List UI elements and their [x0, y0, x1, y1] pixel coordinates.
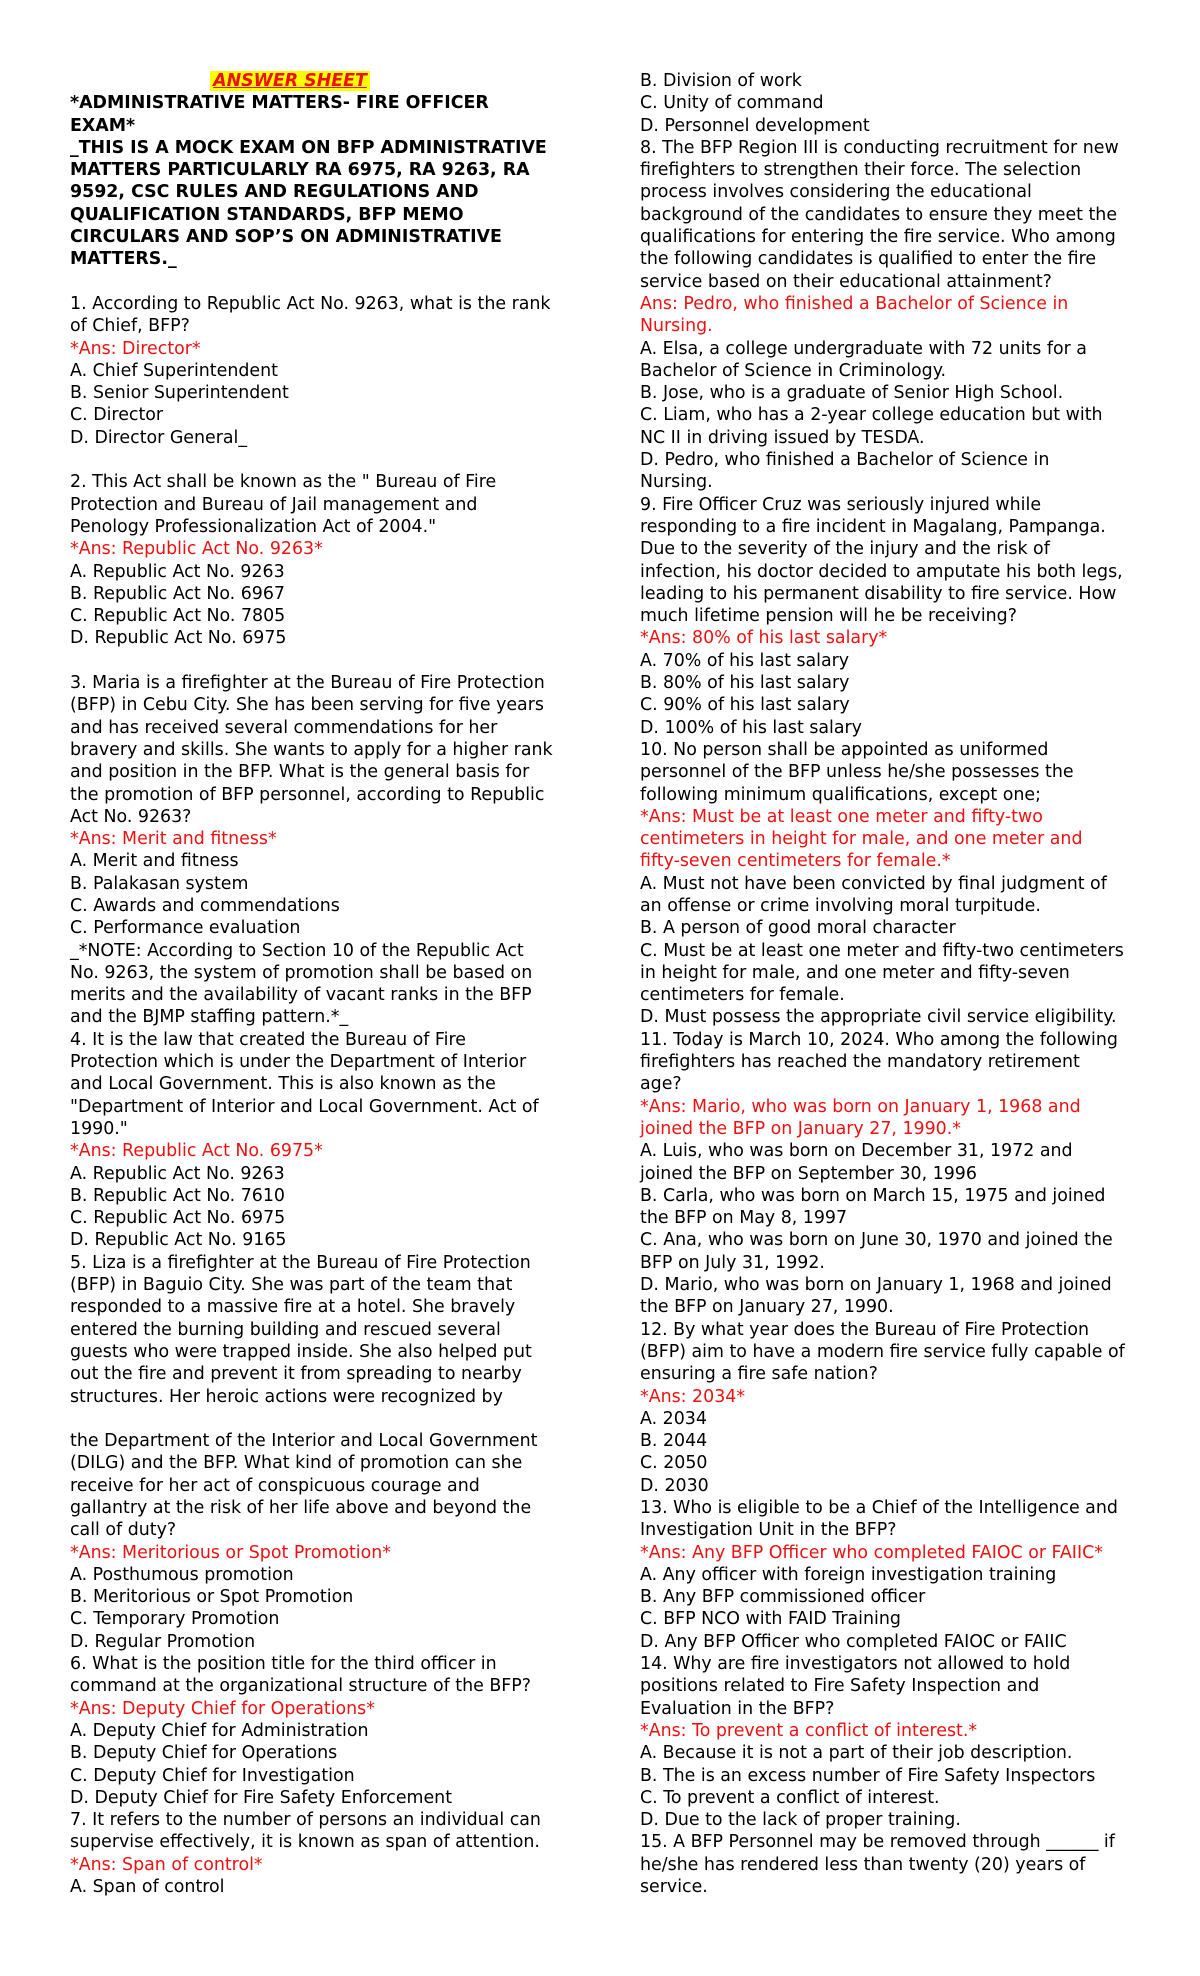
header-line: EXAM* [70, 115, 136, 136]
answer-line: *Ans: Must be at least one meter and fifty-two [640, 806, 1043, 827]
text-line: D. Pedro, who finished a Bachelor of Science in [640, 450, 1050, 471]
text-line: bravery and skills. She wants to apply for a higher rank [70, 739, 553, 760]
answer-line: Ans: Pedro, who finished a Bachelor of Science in [640, 293, 1069, 314]
text-line: 7. It refers to the number of persons an individual can [70, 1810, 541, 1831]
text-line: B. Senior Superintendent [70, 383, 289, 404]
text-line: D. Republic Act No. 9165 [70, 1230, 287, 1251]
text-line: C. 2050 [640, 1453, 708, 1474]
text-line: age? [640, 1074, 682, 1095]
answer-line: *Ans: Republic Act No. 6975* [70, 1141, 323, 1162]
text-line: of Chief, BFP? [70, 316, 190, 337]
text-line: C. Must be at least one meter and fifty-two centimeters [640, 940, 1124, 961]
answer-sheet-title: ANSWER SHEET [210, 71, 370, 91]
text-line: D. Regular Promotion [70, 1631, 256, 1652]
text-line: Penology Professionalization Act of 2004." [70, 516, 437, 537]
header-line: _THIS IS A MOCK EXAM ON BFP ADMINISTRATIVE [70, 137, 547, 158]
answer-line: *Ans: Span of control* [70, 1854, 263, 1875]
text-line: (BFP) in Baguio City. She was part of the team that [70, 1275, 513, 1296]
text-line: service. [640, 1877, 708, 1898]
header-line: QUALIFICATION STANDARDS, BFP MEMO [70, 204, 464, 225]
text-line: 2. This Act shall be known as the " Bureau of Fire [70, 472, 497, 493]
text-line: the following candidates is qualified to enter the fire [640, 249, 1097, 270]
text-line: in height for male, and one meter and fifty-seven [640, 962, 1070, 983]
text-line: 11. Today is March 10, 2024. Who among the following [640, 1029, 1118, 1050]
text-line: A. Must not have been convicted by final judgment of [640, 873, 1107, 894]
text-line: the BFP on May 8, 1997 [640, 1208, 848, 1229]
text-line: A. Elsa, a college undergraduate with 72 units for a [640, 338, 1087, 359]
text-line: merits and the availability of vacant ranks in the BFP [70, 985, 532, 1006]
text-line: 9. Fire Officer Cruz was seriously injured while [640, 494, 1042, 515]
text-line: call of duty? [70, 1520, 177, 1541]
answer-line: *Ans: Meritorious or Spot Promotion* [70, 1542, 391, 1563]
text-line: Act No. 9263? [70, 806, 192, 827]
text-line: 5. Liza is a firefighter at the Bureau of Fire Protection [70, 1252, 531, 1273]
text-line: A. Posthumous promotion [70, 1564, 294, 1585]
text-line: service based on their educational attainment? [640, 271, 1052, 292]
text-line: firefighters has reached the mandatory retirement [640, 1052, 1080, 1073]
text-line: C. To prevent a conflict of interest. [640, 1787, 940, 1808]
text-line [70, 449, 570, 471]
text-line: B. Deputy Chief for Operations [70, 1743, 338, 1764]
text-line: D. Director General_ [70, 427, 248, 448]
text-line: C. Deputy Chief for Investigation [70, 1765, 355, 1786]
text-line: leading to his permanent disability to fire service. How [640, 583, 1117, 604]
text-line: Protection which is under the Department of Interior [70, 1052, 527, 1073]
left-column [70, 70, 570, 1898]
text-line: A. Merit and fitness [70, 851, 239, 872]
text-line: C. Liam, who has a 2-year college education but with [640, 405, 1103, 426]
text-line: 3. Maria is a firefighter at the Bureau of Fire Protection [70, 673, 545, 694]
text-line: responding to a fire incident in Magalang, Pampanga. [640, 516, 1106, 537]
text-line: A. Span of control [70, 1877, 225, 1898]
text-line: structures. Her heroic actions were recognized by [70, 1386, 503, 1407]
text-line [70, 650, 570, 672]
answer-line: joined the BFP on January 27, 1990.* [640, 1118, 961, 1139]
text-line: Evaluation in the BFP? [640, 1698, 835, 1719]
text-line: C. Unity of command [640, 93, 824, 114]
text-line: D. Due to the lack of proper training. [640, 1810, 961, 1831]
header-line: 9592, CSC RULES AND REGULATIONS AND [70, 182, 479, 203]
text-line: responded to a massive fire at a hotel. She bravely [70, 1297, 516, 1318]
text-line: Protection and Bureau of Jail management and [70, 494, 478, 515]
text-line: gallantry at the risk of her life above and beyond the [70, 1498, 532, 1518]
text-line: B. Republic Act No. 7610 [70, 1185, 285, 1206]
text-line: _*NOTE: According to Section 10 of the Republic Act [70, 940, 524, 961]
header-line: MATTERS PARTICULARLY RA 6975, RA 9263, RA [70, 160, 530, 181]
text-line: the BFP on January 27, 1990. [640, 1297, 894, 1318]
text-line [70, 1408, 570, 1430]
text-line: D. 100% of his last salary [640, 717, 862, 738]
text-line: C. Ana, who was born on June 30, 1970 and joined the [640, 1230, 1113, 1251]
text-line: NC II in driving issued by TESDA. [640, 427, 925, 448]
text-line: B. Palakasan system [70, 873, 249, 894]
text-line: guests who were trapped inside. She also helped put [70, 1341, 532, 1362]
text-line: C. Republic Act No. 7805 [70, 606, 286, 627]
text-line: positions related to Fire Safety Inspection and [640, 1676, 1040, 1697]
text-line: an offense or crime involving moral turpitude. [640, 895, 1041, 916]
header-line: *ADMINISTRATIVE MATTERS- FIRE OFFICER [70, 93, 489, 114]
answer-line: Nursing. [640, 316, 713, 337]
text-line: Nursing. [640, 472, 713, 493]
title-line [70, 70, 570, 92]
answer-line: *Ans: 80% of his last salary* [640, 628, 888, 649]
text-line: A. 70% of his last salary [640, 650, 850, 671]
text-line: he/she has rendered less than twenty (20) years of [640, 1854, 1086, 1875]
answer-line: fifty-seven centimeters for female.* [640, 851, 951, 872]
right-column [640, 70, 1140, 1898]
text-line: C. Awards and commendations [70, 895, 340, 916]
text-line: D. Any BFP Officer who completed FAIOC or FAIIC [640, 1631, 1067, 1652]
text-line: 10. No person shall be appointed as uniformed [640, 739, 1049, 760]
text-line: 8. The BFP Region III is conducting recruitment for new [640, 137, 1119, 158]
text-line: C. 90% of his last salary [640, 695, 850, 716]
text-line: D. Must possess the appropriate civil service eligibility. [640, 1007, 1117, 1028]
answer-line: *Ans: Republic Act No. 9263* [70, 539, 323, 560]
text-line: B. A person of good moral character [640, 918, 956, 939]
text-line: 12. By what year does the Bureau of Fire Protection [640, 1319, 1090, 1340]
text-line: BFP on July 31, 1992. [640, 1252, 825, 1273]
text-line: D. Mario, who was born on January 1, 1968 and joined [640, 1275, 1112, 1296]
text-line: C. Republic Act No. 6975 [70, 1208, 286, 1229]
text-line: (DILG) and the BFP. What kind of promotion can she [70, 1453, 523, 1474]
text-line: B. Meritorious or Spot Promotion [70, 1587, 354, 1608]
text-line: D. Deputy Chief for Fire Safety Enforcement [70, 1787, 453, 1808]
answer-line: *Ans: Merit and fitness* [70, 829, 277, 850]
text-line: A. Any officer with foreign investigation training [640, 1564, 1057, 1585]
text-line: B. Any BFP commissioned officer [640, 1587, 926, 1608]
text-line: out the fire and prevent it from spreading to nearby [70, 1364, 522, 1385]
text-line: background of the candidates to ensure they meet the [640, 204, 1118, 225]
text-line: infection, his doctor decided to amputate his both legs, [640, 561, 1123, 582]
text-line: A. Luis, who was born on December 31, 1972 and [640, 1141, 1073, 1162]
text-line: A. 2034 [640, 1408, 707, 1429]
text-line: and has received several commendations for her [70, 717, 498, 738]
text-line: personnel of the BFP unless he/she possesses the [640, 762, 1074, 783]
text-line: 13. Who is eligible to be a Chief of the Intelligence and [640, 1498, 1118, 1518]
text-line: receive for her act of conspicuous courage and [70, 1475, 480, 1496]
text-line: 4. It is the law that created the Bureau of Fire [70, 1029, 466, 1050]
header-line: MATTERS._ [70, 249, 177, 270]
text-line: C. Performance evaluation [70, 918, 301, 939]
answer-line: *Ans: Director* [70, 338, 201, 359]
text-line: 1990." [70, 1118, 128, 1139]
text-line: A. Deputy Chief for Administration [70, 1720, 369, 1741]
text-line: firefighters to strengthen their force. The selection [640, 160, 1082, 181]
text-line: B. 2044 [640, 1431, 708, 1452]
text-line: (BFP) in Cebu City. She has been serving for five years [70, 695, 544, 716]
text-line: B. Division of work [640, 71, 802, 91]
text-line: D. Personnel development [640, 115, 870, 136]
text-line: 1. According to Republic Act No. 9263, what is the rank [70, 293, 551, 314]
text-line: 14. Why are fire investigators not allowed to hold [640, 1654, 1071, 1675]
text-line: ensuring a fire safe nation? [640, 1364, 878, 1385]
text-line: and the BJMP staffing pattern.*_ [70, 1007, 349, 1028]
text-line: C. Temporary Promotion [70, 1609, 280, 1630]
text-line: (BFP) aim to have a modern fire service fully capable of [640, 1341, 1125, 1362]
text-line: the promotion of BFP personnel, according to Republic [70, 784, 545, 805]
text-line: 15. A BFP Personnel may be removed through ______ if [640, 1832, 1115, 1853]
answer-line: *Ans: To prevent a conflict of interest.* [640, 1720, 978, 1741]
text-line: B. Jose, who is a graduate of Senior High School. [640, 383, 1064, 404]
text-line: Investigation Unit in the BFP? [640, 1520, 897, 1541]
answer-line: *Ans: Mario, who was born on January 1, 1968 and [640, 1096, 1081, 1117]
text-line: A. Republic Act No. 9263 [70, 561, 285, 582]
text-line: No. 9263, the system of promotion shall be based on [70, 962, 533, 983]
text-line: C. BFP NCO with FAID Training [640, 1609, 901, 1630]
text-line: B. Carla, who was born on March 15, 1975 and joined [640, 1185, 1106, 1206]
text-line: entered the burning building and rescued several [70, 1319, 501, 1340]
text-line: supervise effectively, it is known as span of attention. [70, 1832, 540, 1853]
text-line: process involves considering the educational [640, 182, 1032, 203]
text-line: "Department of Interior and Local Government. Act of [70, 1096, 539, 1117]
text-line: and position in the BFP. What is the general basis for [70, 762, 530, 783]
answer-line: *Ans: 2034* [640, 1386, 746, 1407]
text-line: C. Director [70, 405, 164, 426]
text-line: and Local Government. This is also known as the [70, 1074, 496, 1095]
text-line: D. 2030 [640, 1475, 709, 1496]
answer-line: *Ans: Any BFP Officer who completed FAIOC or FAIIC* [640, 1542, 1103, 1563]
text-line: the Department of the Interior and Local Government [70, 1431, 538, 1452]
answer-line: *Ans: Deputy Chief for Operations* [70, 1698, 375, 1719]
answer-line: centimeters in height for male, and one meter and [640, 829, 1083, 850]
text-line: B. The is an excess number of Fire Safety Inspectors [640, 1765, 1096, 1786]
text-line: Due to the severity of the injury and the risk of [640, 539, 1050, 560]
text-line: command at the organizational structure of the BFP? [70, 1676, 532, 1697]
text-line: 6. What is the position title for the third officer in [70, 1654, 497, 1675]
text-line: much lifetime pension will he be receiving? [640, 606, 1017, 627]
text-line: A. Republic Act No. 9263 [70, 1163, 285, 1184]
text-line: centimeters for female. [640, 985, 845, 1006]
text-line: following minimum qualifications, except one; [640, 784, 1041, 805]
text-line: qualifications for entering the fire service. Who among [640, 227, 1116, 248]
text-line: joined the BFP on September 30, 1996 [640, 1163, 977, 1184]
text-line: A. Chief Superintendent [70, 360, 278, 381]
text-line: D. Republic Act No. 6975 [70, 628, 287, 649]
text-line [70, 271, 570, 293]
text-line: B. Republic Act No. 6967 [70, 583, 285, 604]
text-line: A. Because it is not a part of their job description. [640, 1743, 1073, 1764]
text-line: B. 80% of his last salary [640, 673, 850, 694]
header-line: CIRCULARS AND SOP’S ON ADMINISTRATIVE [70, 227, 502, 248]
text-line: Bachelor of Science in Criminology. [640, 360, 947, 381]
